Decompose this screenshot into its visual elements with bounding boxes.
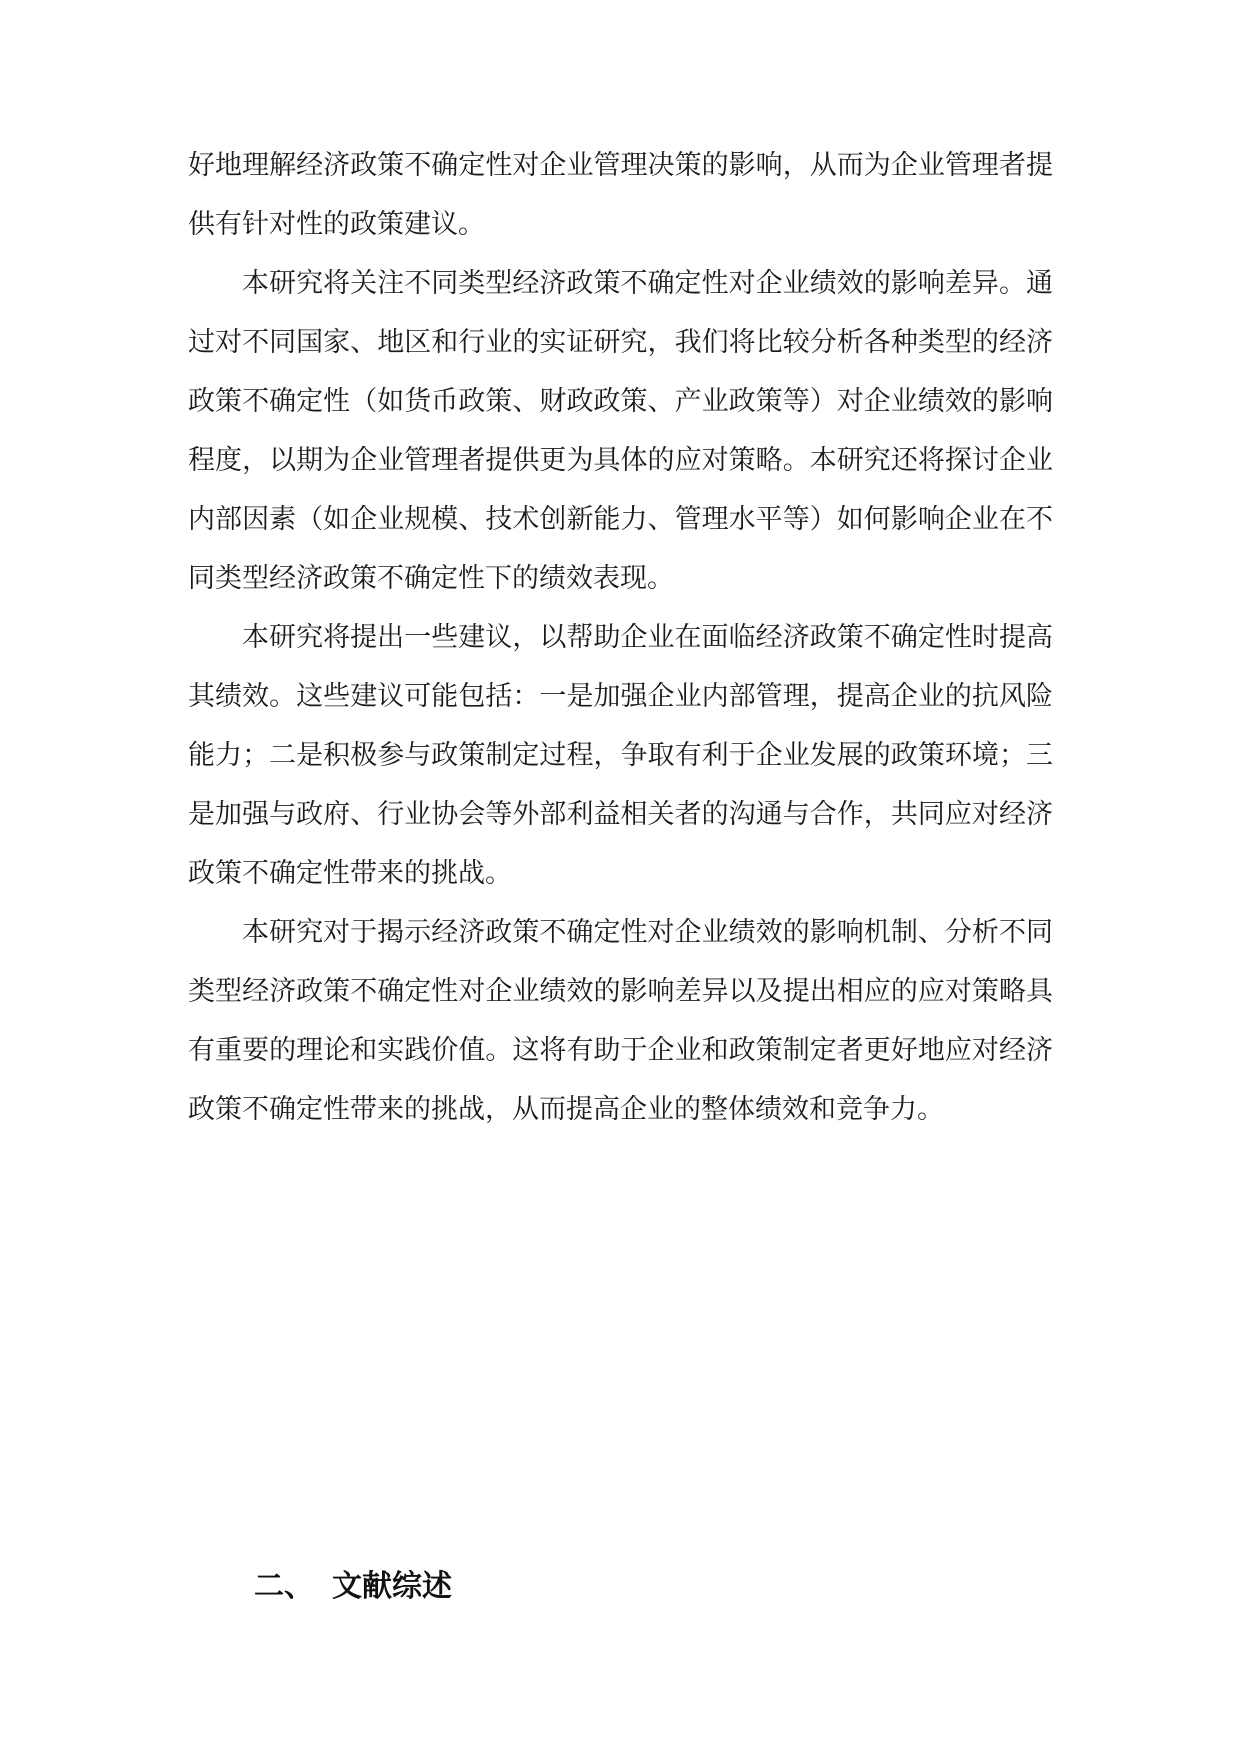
paragraph-significance: 本研究对于揭示经济政策不确定性对企业绩效的影响机制、分析不同类型经济政策不确定性对企业绩效的影响差异以及提出相应的应对策略具有重要的理论和实践价值。这将有助于企业和政策制定者更好地应对经济政策不确定性带来的挑战，从而提高企业的整体绩效和竞争力。: [188, 917, 1053, 1125]
section-title: 文献综述: [332, 1569, 452, 1604]
paragraph-recommendations: 本研究将提出一些建议，以帮助企业在面临经济政策不确定性时提高其绩效。这些建议可能包括：一是加强企业内部管理，提高企业的抗风险能力；二是积极参与政策制定过程，争取有利于企业发展的政策环境；三是加强与政府、行业协会等外部利益相关者的沟通与合作，共同应对经济政策不确定性带来的挑战。: [188, 622, 1053, 889]
paragraph-research-focus: 本研究将关注不同类型经济政策不确定性对企业绩效的影响差异。通过对不同国家、地区和行业的实证研究，我们将比较分析各种类型的经济政策不确定性（如货币政策、财政政策、产业政策等）对企业绩效的影响程度，以期为企业管理者提供更为具体的应对策略。本研究还将探讨企业内部因素（如企业规模、技术创新能力、管理水平等）如何影响企业在不同类型经济政策不确定性下的绩效表现。: [188, 268, 1053, 594]
section-heading: [254, 1567, 452, 1607]
paragraph-continuation: 好地理解经济政策不确定性对企业管理决策的影响，从而为企业管理者提供有针对性的政策建议。: [188, 150, 1053, 240]
section-number: 二、: [254, 1569, 314, 1604]
body-text: [188, 136, 1053, 1139]
